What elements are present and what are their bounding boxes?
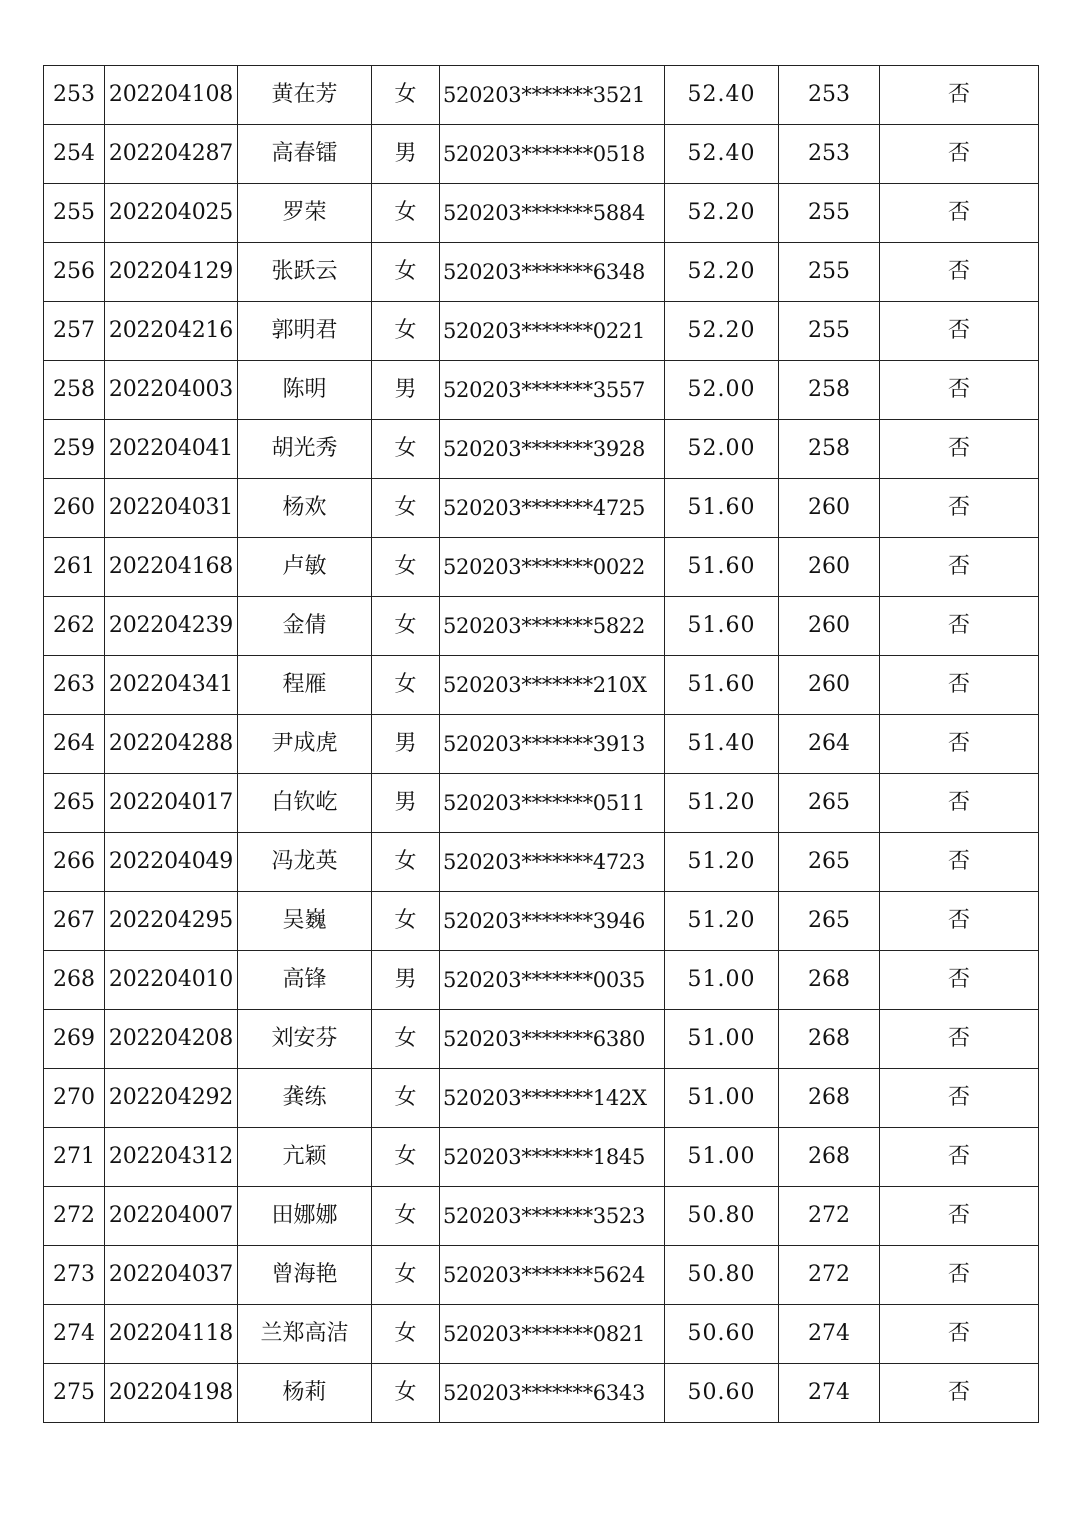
score-cell: 51.60 (665, 538, 779, 597)
rank-cell: 265 (779, 892, 880, 951)
score-cell: 52.00 (665, 420, 779, 479)
id-number-cell: 520203*******3946 (440, 892, 665, 951)
row-number-cell: 269 (44, 1010, 105, 1069)
table-row (44, 892, 1039, 951)
gender-cell: 男 (372, 951, 440, 1010)
row-number-cell: 268 (44, 951, 105, 1010)
name-cell: 尹成虎 (238, 715, 372, 774)
id-number-cell: 520203*******3523 (440, 1187, 665, 1246)
id-number-cell: 520203*******6380 (440, 1010, 665, 1069)
name-cell: 金倩 (238, 597, 372, 656)
row-number-cell: 264 (44, 715, 105, 774)
row-number-cell: 253 (44, 66, 105, 125)
ticket-number-cell: 202204108 (105, 66, 238, 125)
table-row (44, 184, 1039, 243)
row-number-cell: 266 (44, 833, 105, 892)
advance-cell: 否 (880, 302, 1039, 361)
rank-cell: 258 (779, 420, 880, 479)
score-cell: 52.20 (665, 243, 779, 302)
name-cell: 卢敏 (238, 538, 372, 597)
id-number-cell: 520203*******0511 (440, 774, 665, 833)
gender-cell: 女 (372, 1128, 440, 1187)
row-number-cell: 258 (44, 361, 105, 420)
id-number-cell: 520203*******142X (440, 1069, 665, 1128)
row-number-cell: 259 (44, 420, 105, 479)
table-row (44, 1364, 1039, 1423)
table-row (44, 951, 1039, 1010)
row-number-cell: 256 (44, 243, 105, 302)
table-row (44, 597, 1039, 656)
table-body (44, 66, 1039, 1423)
row-number-cell: 265 (44, 774, 105, 833)
ticket-number-cell: 202204118 (105, 1305, 238, 1364)
name-cell: 黄在芳 (238, 66, 372, 125)
rank-cell: 260 (779, 538, 880, 597)
table-row (44, 1187, 1039, 1246)
gender-cell: 女 (372, 302, 440, 361)
name-cell: 龚练 (238, 1069, 372, 1128)
table-row (44, 1246, 1039, 1305)
id-number-cell: 520203*******0821 (440, 1305, 665, 1364)
ticket-number-cell: 202204129 (105, 243, 238, 302)
table-row (44, 420, 1039, 479)
row-number-cell: 257 (44, 302, 105, 361)
table-row (44, 125, 1039, 184)
row-number-cell: 273 (44, 1246, 105, 1305)
advance-cell: 否 (880, 715, 1039, 774)
ticket-number-cell: 202204312 (105, 1128, 238, 1187)
name-cell: 亢颖 (238, 1128, 372, 1187)
advance-cell: 否 (880, 1246, 1039, 1305)
rank-cell: 268 (779, 951, 880, 1010)
ticket-number-cell: 202204017 (105, 774, 238, 833)
row-number-cell: 255 (44, 184, 105, 243)
ticket-number-cell: 202204239 (105, 597, 238, 656)
name-cell: 罗荣 (238, 184, 372, 243)
rank-cell: 265 (779, 833, 880, 892)
rank-cell: 268 (779, 1128, 880, 1187)
rank-cell: 260 (779, 597, 880, 656)
advance-cell: 否 (880, 951, 1039, 1010)
advance-cell: 否 (880, 833, 1039, 892)
ticket-number-cell: 202204295 (105, 892, 238, 951)
score-cell: 52.40 (665, 66, 779, 125)
table-row (44, 538, 1039, 597)
gender-cell: 女 (372, 420, 440, 479)
id-number-cell: 520203*******3928 (440, 420, 665, 479)
name-cell: 杨莉 (238, 1364, 372, 1423)
row-number-cell: 272 (44, 1187, 105, 1246)
score-cell: 51.00 (665, 1069, 779, 1128)
ticket-number-cell: 202204010 (105, 951, 238, 1010)
ticket-number-cell: 202204341 (105, 656, 238, 715)
name-cell: 田娜娜 (238, 1187, 372, 1246)
rank-cell: 260 (779, 479, 880, 538)
rank-cell: 255 (779, 184, 880, 243)
name-cell: 曾海艳 (238, 1246, 372, 1305)
table-row (44, 1128, 1039, 1187)
advance-cell: 否 (880, 538, 1039, 597)
score-cell: 50.60 (665, 1364, 779, 1423)
table-row (44, 479, 1039, 538)
advance-cell: 否 (880, 1010, 1039, 1069)
score-cell: 51.60 (665, 479, 779, 538)
score-cell: 51.20 (665, 833, 779, 892)
table-row (44, 361, 1039, 420)
gender-cell: 男 (372, 361, 440, 420)
id-number-cell: 520203*******5884 (440, 184, 665, 243)
advance-cell: 否 (880, 597, 1039, 656)
gender-cell: 女 (372, 1246, 440, 1305)
advance-cell: 否 (880, 479, 1039, 538)
name-cell: 张跃云 (238, 243, 372, 302)
name-cell: 郭明君 (238, 302, 372, 361)
name-cell: 高锋 (238, 951, 372, 1010)
table-row (44, 1010, 1039, 1069)
id-number-cell: 520203*******3521 (440, 66, 665, 125)
rank-cell: 274 (779, 1305, 880, 1364)
advance-cell: 否 (880, 774, 1039, 833)
id-number-cell: 520203*******4723 (440, 833, 665, 892)
advance-cell: 否 (880, 892, 1039, 951)
row-number-cell: 263 (44, 656, 105, 715)
gender-cell: 女 (372, 1010, 440, 1069)
row-number-cell: 271 (44, 1128, 105, 1187)
table-row (44, 656, 1039, 715)
ticket-number-cell: 202204288 (105, 715, 238, 774)
name-cell: 兰郑高洁 (238, 1305, 372, 1364)
table-row (44, 66, 1039, 125)
score-cell: 52.00 (665, 361, 779, 420)
rank-cell: 268 (779, 1010, 880, 1069)
advance-cell: 否 (880, 656, 1039, 715)
row-number-cell: 274 (44, 1305, 105, 1364)
ticket-number-cell: 202204049 (105, 833, 238, 892)
advance-cell: 否 (880, 420, 1039, 479)
row-number-cell: 275 (44, 1364, 105, 1423)
rank-cell: 272 (779, 1246, 880, 1305)
gender-cell: 女 (372, 243, 440, 302)
gender-cell: 女 (372, 1364, 440, 1423)
ticket-number-cell: 202204198 (105, 1364, 238, 1423)
id-number-cell: 520203*******0221 (440, 302, 665, 361)
id-number-cell: 520203*******1845 (440, 1128, 665, 1187)
id-number-cell: 520203*******210X (440, 656, 665, 715)
advance-cell: 否 (880, 66, 1039, 125)
rank-cell: 255 (779, 243, 880, 302)
ticket-number-cell: 202204003 (105, 361, 238, 420)
advance-cell: 否 (880, 184, 1039, 243)
gender-cell: 男 (372, 774, 440, 833)
advance-cell: 否 (880, 1305, 1039, 1364)
table-row (44, 1305, 1039, 1364)
gender-cell: 女 (372, 597, 440, 656)
rank-cell: 253 (779, 125, 880, 184)
rank-cell: 264 (779, 715, 880, 774)
gender-cell: 女 (372, 1069, 440, 1128)
ticket-number-cell: 202204287 (105, 125, 238, 184)
gender-cell: 男 (372, 715, 440, 774)
score-cell: 51.40 (665, 715, 779, 774)
gender-cell: 男 (372, 125, 440, 184)
score-cell: 50.60 (665, 1305, 779, 1364)
name-cell: 杨欢 (238, 479, 372, 538)
ticket-number-cell: 202204025 (105, 184, 238, 243)
id-number-cell: 520203*******3913 (440, 715, 665, 774)
ticket-number-cell: 202204041 (105, 420, 238, 479)
gender-cell: 女 (372, 1187, 440, 1246)
advance-cell: 否 (880, 1069, 1039, 1128)
rank-cell: 272 (779, 1187, 880, 1246)
id-number-cell: 520203*******0022 (440, 538, 665, 597)
gender-cell: 女 (372, 66, 440, 125)
id-number-cell: 520203*******0518 (440, 125, 665, 184)
rank-cell: 258 (779, 361, 880, 420)
score-cell: 50.80 (665, 1187, 779, 1246)
id-number-cell: 520203*******4725 (440, 479, 665, 538)
table-row (44, 1069, 1039, 1128)
name-cell: 胡光秀 (238, 420, 372, 479)
ticket-number-cell: 202204208 (105, 1010, 238, 1069)
name-cell: 吴巍 (238, 892, 372, 951)
id-number-cell: 520203*******6348 (440, 243, 665, 302)
rank-cell: 253 (779, 66, 880, 125)
ticket-number-cell: 202204037 (105, 1246, 238, 1305)
advance-cell: 否 (880, 1128, 1039, 1187)
table-row (44, 774, 1039, 833)
ticket-number-cell: 202204031 (105, 479, 238, 538)
rank-cell: 268 (779, 1069, 880, 1128)
score-cell: 51.00 (665, 951, 779, 1010)
row-number-cell: 267 (44, 892, 105, 951)
id-number-cell: 520203*******3557 (440, 361, 665, 420)
row-number-cell: 254 (44, 125, 105, 184)
id-number-cell: 520203*******6343 (440, 1364, 665, 1423)
name-cell: 白钦屹 (238, 774, 372, 833)
rank-cell: 265 (779, 774, 880, 833)
gender-cell: 女 (372, 656, 440, 715)
advance-cell: 否 (880, 1187, 1039, 1246)
name-cell: 冯龙英 (238, 833, 372, 892)
id-number-cell: 520203*******5822 (440, 597, 665, 656)
name-cell: 陈明 (238, 361, 372, 420)
score-cell: 51.60 (665, 656, 779, 715)
row-number-cell: 270 (44, 1069, 105, 1128)
advance-cell: 否 (880, 125, 1039, 184)
score-cell: 52.40 (665, 125, 779, 184)
advance-cell: 否 (880, 1364, 1039, 1423)
gender-cell: 女 (372, 1305, 440, 1364)
table-row (44, 833, 1039, 892)
advance-cell: 否 (880, 243, 1039, 302)
id-number-cell: 520203*******0035 (440, 951, 665, 1010)
name-cell: 刘安芬 (238, 1010, 372, 1069)
ticket-number-cell: 202204168 (105, 538, 238, 597)
score-cell: 51.20 (665, 892, 779, 951)
ticket-number-cell: 202204007 (105, 1187, 238, 1246)
gender-cell: 女 (372, 538, 440, 597)
gender-cell: 女 (372, 833, 440, 892)
row-number-cell: 262 (44, 597, 105, 656)
table-row (44, 715, 1039, 774)
gender-cell: 女 (372, 184, 440, 243)
rank-cell: 274 (779, 1364, 880, 1423)
rank-cell: 260 (779, 656, 880, 715)
score-cell: 52.20 (665, 184, 779, 243)
table-row (44, 243, 1039, 302)
table-row (44, 302, 1039, 361)
score-cell: 50.80 (665, 1246, 779, 1305)
score-cell: 51.60 (665, 597, 779, 656)
row-number-cell: 261 (44, 538, 105, 597)
name-cell: 程雁 (238, 656, 372, 715)
ticket-number-cell: 202204292 (105, 1069, 238, 1128)
gender-cell: 女 (372, 479, 440, 538)
score-cell: 51.00 (665, 1128, 779, 1187)
score-cell: 51.00 (665, 1010, 779, 1069)
name-cell: 高春镭 (238, 125, 372, 184)
score-cell: 51.20 (665, 774, 779, 833)
advance-cell: 否 (880, 361, 1039, 420)
results-table (43, 65, 1039, 1423)
score-cell: 52.20 (665, 302, 779, 361)
gender-cell: 女 (372, 892, 440, 951)
rank-cell: 255 (779, 302, 880, 361)
ticket-number-cell: 202204216 (105, 302, 238, 361)
row-number-cell: 260 (44, 479, 105, 538)
id-number-cell: 520203*******5624 (440, 1246, 665, 1305)
